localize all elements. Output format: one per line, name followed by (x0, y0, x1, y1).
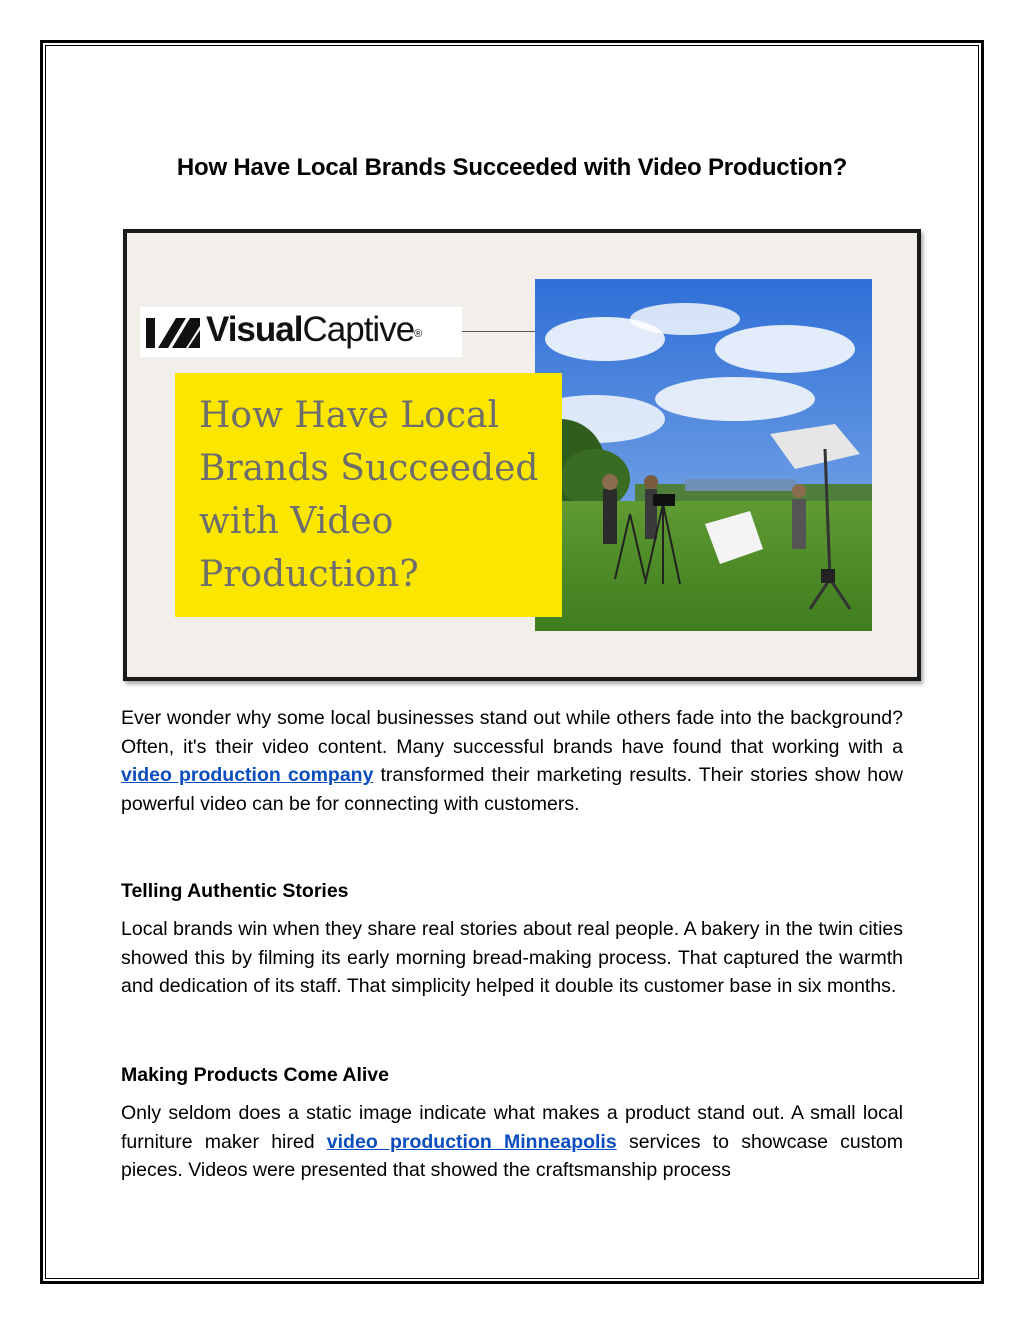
intro-paragraph: Ever wonder why some local businesses stand out while others fade into the background? Often, it's their video content. Many successful brands have found that working with a video production company transformed their marketing results. Their stories show how powerful video can be for connecting with customers. (121, 707, 904, 815)
page-title: How Have Local Brands Succeeded with Video Production? (176, 154, 848, 181)
video-production-company-link[interactable]: video production company (121, 764, 374, 787)
registered-mark: ® (414, 328, 422, 340)
logo-divider-line (462, 331, 537, 332)
section-body-authentic-stories: Local brands win when they share real stories about real people. A bakery in the twin cities showed this by filming its early morning bread-making process. That captured the warmth and dedication of its staff. That simplicity helped it double its customer base in six months. (121, 918, 903, 998)
section-heading-authentic-stories: Telling Authentic Stories (121, 880, 349, 902)
section-body-products-alive: Only seldom does a static image indicate what makes a product stand out. A small local furniture maker hired video production Minneapolis services to showcase custom pieces. Videos were presented that showed the craftsmanship process (121, 1102, 904, 1182)
banner-headline: How Have Local Brands Succeeded with Video Production? (199, 395, 539, 595)
hero-banner-image (123, 229, 921, 681)
video-production-minneapolis-link[interactable]: video production Minneapolis (326, 1130, 617, 1153)
section-heading-products-alive: Making Products Come Alive (121, 1064, 390, 1086)
brand-logo (140, 307, 462, 357)
logo-text-suffix: Captive (302, 310, 415, 349)
logo-mark-icon (146, 316, 200, 350)
headline-card (175, 373, 562, 617)
film-crew-photo (535, 279, 872, 631)
logo-text-prefix: Visual (206, 310, 303, 349)
